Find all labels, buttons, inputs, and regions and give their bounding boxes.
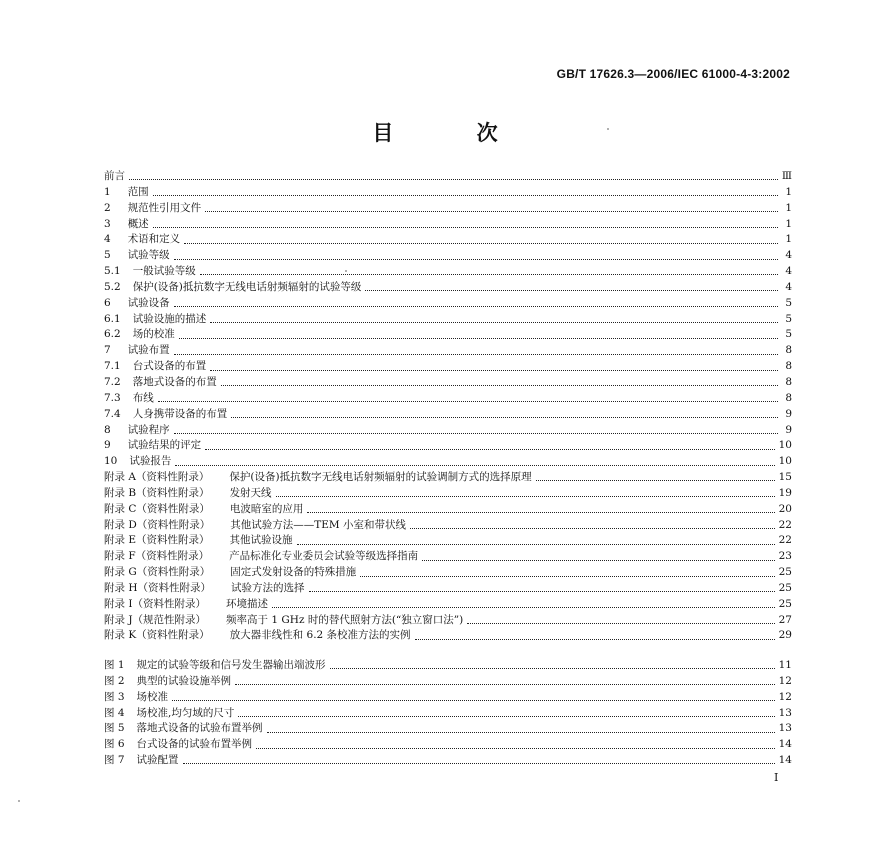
toc-entry[interactable] (104, 597, 792, 613)
figure-entry-title: 落地式设备的试验布置举例 (136, 722, 263, 735)
toc-entry[interactable] (104, 438, 792, 454)
toc-entry[interactable] (104, 454, 792, 470)
figure-entry-number: 图 3 (104, 690, 125, 703)
toc-entry-number: 3 (104, 217, 111, 230)
toc-entry-title: 场的校准 (132, 328, 175, 341)
toc-entry[interactable] (104, 312, 792, 328)
figure-entry-page: 12 (778, 690, 792, 703)
dot-leader (174, 433, 778, 434)
dot-leader (307, 512, 774, 513)
scan-speck (607, 128, 609, 130)
toc-entry-title: 试验等级 (127, 249, 170, 262)
dot-leader (536, 480, 775, 481)
dot-leader (231, 417, 778, 418)
figure-entry-title: 规定的试验等级和信号发生器输出端波形 (136, 659, 326, 671)
toc-entry-title: 试验方法的选择 (231, 581, 305, 594)
toc-entry-page: 5 (785, 328, 792, 341)
toc-entry-number: 附录 J（规范性附录） (104, 613, 207, 626)
toc-entry-title: 范围 (127, 185, 149, 198)
toc-entry-page: 1 (785, 217, 792, 230)
toc-entry[interactable] (104, 518, 792, 534)
toc-entry-page: 27 (778, 613, 792, 626)
toc-entry-title: 规范性引用文件 (127, 201, 202, 214)
figure-entry[interactable] (104, 737, 792, 753)
dot-leader (309, 591, 775, 592)
dot-leader (183, 763, 775, 764)
figure-entry-page: 12 (778, 674, 792, 687)
toc-entry-page: 1 (785, 185, 792, 198)
toc-entry[interactable] (104, 407, 792, 423)
toc-entry-title: 保护(设备)抵抗数字无线电话射频辐射的试验等级 (132, 280, 362, 293)
toc-entry-title: 一般试验等级 (132, 265, 196, 278)
toc-entry[interactable] (104, 391, 792, 407)
toc-entry-title: 频率高于 1 GHz 时的替代照射方法(“独立窗口法”) (226, 613, 464, 626)
figure-entry-page: 11 (778, 659, 792, 671)
dot-leader (365, 290, 778, 291)
toc-entry-number: 附录 I（资料性附录） (104, 597, 206, 610)
dot-leader (153, 227, 778, 228)
toc-entry-number: 7.2 (104, 375, 121, 388)
toc-entry-number: 附录 C（资料性附录） (104, 502, 210, 515)
figure-entry-number: 图 5 (104, 722, 125, 735)
toc-entry-page: 8 (785, 360, 792, 373)
toc-entry-title: 概述 (127, 217, 149, 230)
toc-entry-page: 8 (785, 391, 792, 404)
figure-entry-title: 台式设备的试验布置举例 (136, 738, 253, 751)
toc-entry-page: 8 (785, 344, 792, 357)
toc-entry[interactable] (104, 217, 792, 233)
figure-entry-page: 14 (778, 754, 792, 767)
toc-entry-number: 5.2 (104, 280, 121, 293)
toc-entry[interactable] (104, 264, 792, 280)
dot-leader (410, 528, 775, 529)
toc-entry-page: 10 (778, 439, 792, 452)
dot-leader (205, 211, 778, 212)
toc-entry-title: 台式设备的布置 (132, 360, 207, 373)
list-of-figures (104, 658, 792, 769)
toc-entry[interactable] (104, 613, 792, 629)
toc-entry-number: 附录 B（资料性附录） (104, 486, 210, 499)
toc-entry[interactable] (104, 533, 792, 549)
toc-entry[interactable] (104, 327, 792, 343)
toc-entry-number: 附录 K（资料性附录） (104, 629, 210, 642)
dot-leader (235, 684, 775, 685)
toc-entry-title: 试验设施的描述 (132, 312, 207, 325)
toc-entry-number: 4 (104, 233, 111, 246)
toc-entry[interactable] (104, 185, 792, 201)
toc-entry-number: 7.3 (104, 391, 121, 404)
toc-entry-page: 25 (778, 566, 792, 579)
toc-entry-number: 5 (104, 249, 111, 262)
dot-leader (297, 544, 775, 545)
standard-code: GB/T 17626.3—2006/IEC 61000-4-3:2002 (556, 67, 790, 81)
figure-entry-title: 场校准 (136, 690, 169, 703)
toc-entry-page: 1 (785, 233, 792, 246)
toc-entry-number: 7.4 (104, 407, 121, 420)
toc-entry-number: 附录 H（资料性附录） (104, 581, 211, 594)
toc-entry-number: 附录 A（资料性附录） (104, 471, 210, 484)
toc-entry[interactable] (104, 169, 792, 185)
toc-entry-title: 布线 (132, 391, 154, 404)
toc-entry[interactable] (104, 248, 792, 264)
dot-leader (238, 716, 774, 717)
toc-entry-page: 20 (778, 502, 792, 515)
dot-leader (158, 401, 778, 402)
dot-leader (276, 496, 775, 497)
dot-leader (184, 243, 778, 244)
toc-entry-title: 其他试验设施 (229, 534, 293, 547)
toc-entry-title: 发射天线 (229, 486, 272, 499)
toc-entry-page: 4 (785, 280, 792, 293)
dot-leader (360, 576, 774, 577)
toc-entry-number: 附录 F（资料性附录） (104, 550, 210, 563)
toc-entry[interactable] (104, 423, 792, 439)
toc-entry[interactable] (104, 359, 792, 375)
toc-entry[interactable] (104, 486, 792, 502)
figure-entry-title: 试验配置 (136, 754, 179, 767)
figure-entry-page: 13 (778, 706, 792, 719)
figure-entry-number: 图 1 (104, 659, 125, 671)
toc-entry-page: 15 (778, 471, 792, 484)
dot-leader (415, 639, 775, 640)
toc-entry[interactable] (104, 375, 792, 391)
toc-entry[interactable] (104, 232, 792, 248)
toc-entry-title: 电波暗室的应用 (229, 502, 304, 515)
toc-entry-title: 术语和定义 (127, 233, 181, 246)
toc-entry-page: 9 (785, 423, 792, 436)
toc-entry-page: 25 (778, 581, 792, 594)
toc-entry[interactable] (104, 628, 792, 644)
figure-entry[interactable] (104, 690, 792, 706)
toc-entry-title: 试验程序 (127, 423, 170, 436)
dot-leader (179, 338, 778, 339)
toc-entry-page: 23 (778, 550, 792, 563)
figure-entry-number: 图 6 (104, 738, 125, 751)
scan-speck (345, 270, 347, 272)
figure-entry-title: 场校准,均匀域的尺寸 (136, 706, 235, 719)
toc-entry[interactable] (104, 343, 792, 359)
toc-entry-number: 6 (104, 296, 111, 309)
dot-leader (174, 306, 778, 307)
toc-entry[interactable] (104, 502, 792, 518)
dot-leader (210, 322, 778, 323)
toc-entry-number: 7.1 (104, 360, 121, 373)
dot-leader (200, 274, 778, 275)
figure-entry[interactable] (104, 721, 792, 737)
figure-entry[interactable] (104, 753, 792, 769)
toc-entry-title: 固定式发射设备的特殊措施 (230, 566, 357, 579)
toc-entry-title: 保护(设备)抵抗数字无线电话射频辐射的试验调制方式的选择原理 (229, 471, 532, 484)
toc-entry-number: 8 (104, 423, 111, 436)
dot-leader (174, 259, 778, 260)
dot-leader (267, 732, 775, 733)
toc-entry-title: 产品标准化专业委员会试验等级选择指南 (229, 550, 419, 563)
toc-entry-title: 试验设备 (127, 296, 170, 309)
dot-leader (256, 748, 775, 749)
toc-entry[interactable] (104, 296, 792, 312)
toc-entry-title: 落地式设备的布置 (132, 375, 217, 388)
dot-leader (129, 179, 778, 180)
toc-entry[interactable] (104, 470, 792, 486)
toc-entry-number: 前言 (104, 170, 125, 182)
figure-entry-page: 13 (778, 722, 792, 735)
toc-entry-title: 试验报告 (129, 455, 172, 468)
toc-entry-title: 其他试验方法——TEM 小室和带状线 (230, 518, 407, 531)
figure-entry[interactable] (104, 658, 792, 674)
toc-entry-page: Ⅲ (781, 170, 792, 182)
figure-entry[interactable] (104, 706, 792, 722)
toc-entry-number: 5.1 (104, 265, 121, 278)
toc-entry-page: 22 (778, 534, 792, 547)
scan-speck (18, 800, 20, 802)
toc-entry-page: 8 (785, 375, 792, 388)
toc-entry-title: 试验结果的评定 (127, 439, 202, 452)
toc-entry-page: 5 (785, 312, 792, 325)
dot-leader (272, 607, 775, 608)
figure-entry-number: 图 7 (104, 754, 125, 767)
dot-leader (205, 449, 774, 450)
dot-leader (153, 195, 778, 196)
toc-entry-page: 4 (785, 265, 792, 278)
dot-leader (330, 668, 775, 669)
toc-entry-page: 19 (778, 486, 792, 499)
toc-entry[interactable] (104, 581, 792, 597)
toc-entry-page: 1 (785, 201, 792, 214)
toc-entry-number: 2 (104, 201, 111, 214)
toc-entry-title: 环境描述 (226, 597, 268, 610)
toc-entry[interactable] (104, 201, 792, 217)
toc-entry-number: 附录 E（资料性附录） (104, 534, 210, 547)
toc-entry-number: 10 (104, 455, 118, 468)
toc-entry-page: 10 (778, 455, 792, 468)
toc-entry-number: 附录 G（资料性附录） (104, 566, 211, 579)
dot-leader (210, 370, 778, 371)
toc-entry-number: 6.2 (104, 328, 121, 341)
toc-entry-page: 29 (778, 629, 792, 642)
page-title: 目 次 (372, 120, 536, 145)
toc-entry-number: 7 (104, 344, 111, 357)
toc-entry-number: 6.1 (104, 312, 121, 325)
dot-leader (174, 354, 778, 355)
dot-leader (467, 623, 774, 624)
figure-entry[interactable] (104, 674, 792, 690)
dot-leader (175, 465, 774, 466)
toc-entry[interactable] (104, 280, 792, 296)
dot-leader (221, 385, 778, 386)
toc-entry-page: 25 (778, 597, 792, 610)
dot-leader (422, 560, 775, 561)
toc-entry[interactable] (104, 549, 792, 565)
toc-entry-page: 4 (785, 249, 792, 262)
page-number: Ⅰ (774, 771, 779, 784)
toc-entry-title: 人身携带设备的布置 (132, 407, 228, 420)
figure-entry-page: 14 (778, 738, 792, 751)
toc-entry-page: 9 (785, 407, 792, 420)
toc-entry-number: 1 (104, 185, 111, 198)
toc-entry-number: 9 (104, 439, 111, 452)
toc-entry[interactable] (104, 565, 792, 581)
toc-entry-number: 附录 D（资料性附录） (104, 518, 211, 531)
toc-entry-page: 5 (785, 296, 792, 309)
toc-entry-title: 试验布置 (127, 344, 170, 357)
toc-entry-title: 放大器非线性和 6.2 条校准方法的实例 (229, 629, 411, 642)
dot-leader (172, 700, 775, 701)
figure-entry-title: 典型的试验设施举例 (136, 674, 232, 687)
toc-entry-page: 22 (778, 518, 792, 531)
figure-entry-number: 图 2 (104, 674, 125, 687)
figure-entry-number: 图 4 (104, 706, 125, 719)
table-of-contents (104, 169, 792, 644)
